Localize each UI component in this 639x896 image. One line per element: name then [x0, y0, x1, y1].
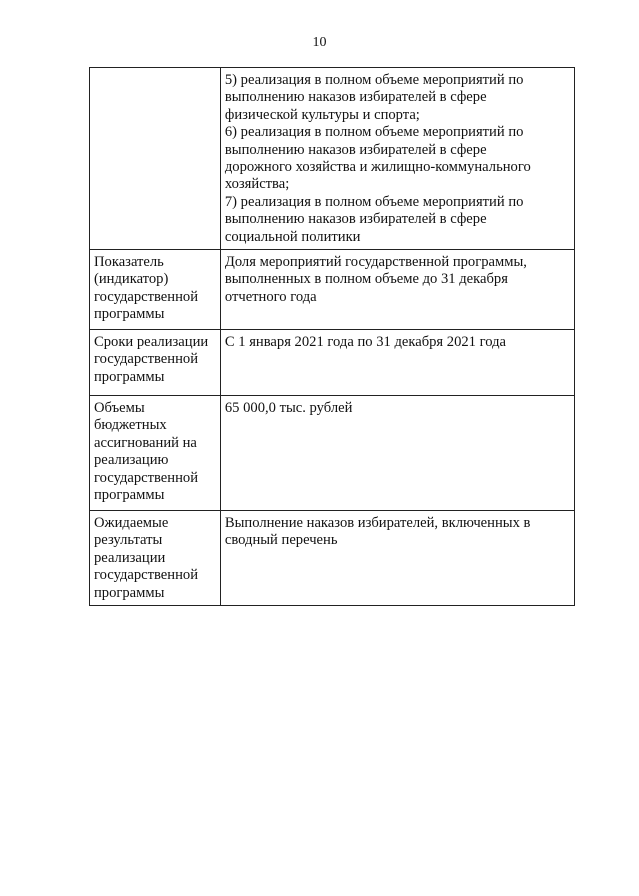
table-row	[90, 250, 575, 330]
row-label-cell	[90, 511, 221, 606]
row-value-cell	[220, 68, 574, 250]
value-line: сводный перечень	[224, 532, 338, 549]
row-label-cell	[90, 396, 221, 511]
row-value-cell	[220, 396, 574, 511]
value-line: выполнению наказов избирателей в сфере	[224, 141, 487, 158]
value-line: 5) реализация в полном объеме мероприятий по	[224, 72, 524, 88]
label-line: результаты	[94, 532, 163, 549]
value-line: 65 000,0 тыс. рублей	[224, 400, 353, 417]
value-line: социальной политики	[224, 228, 361, 245]
table-row	[90, 511, 575, 606]
value-line: Доля мероприятий государственной программы,	[224, 254, 527, 271]
label-line: ассигнований на	[94, 434, 197, 451]
label-line: (индикатор)	[94, 271, 169, 288]
page-number: 10	[312, 35, 327, 50]
value-line: физической культуры и спорта;	[224, 106, 420, 123]
table-row	[90, 396, 575, 511]
table-row	[90, 68, 575, 250]
label-line: бюджетных	[94, 417, 167, 434]
label-line: программы	[94, 487, 165, 504]
label-line: Показатель	[94, 254, 164, 271]
label-line: реализацию	[94, 452, 169, 469]
label-line: реализации	[94, 549, 166, 566]
value-line: выполнению наказов избирателей в сфере	[224, 211, 487, 228]
value-line: дорожного хозяйства и жилищно-коммунального	[224, 159, 531, 176]
label-line: государственной	[94, 351, 199, 368]
program-passport-table	[89, 67, 575, 606]
label-line: государственной	[94, 469, 199, 486]
label-line: программы	[94, 584, 165, 601]
value-line: Выполнение наказов избирателей, включенных в	[224, 515, 531, 532]
label-line: Объемы	[94, 400, 145, 417]
value-line: хозяйства;	[224, 176, 290, 193]
row-value-cell	[220, 511, 574, 606]
value-line: 7) реализация в полном объеме мероприятий по	[224, 193, 524, 210]
row-label-cell	[90, 330, 221, 396]
table-row	[90, 330, 575, 396]
row-label-cell	[90, 250, 221, 330]
value-line: 6) реализация в полном объеме мероприятий по	[224, 124, 524, 141]
label-line: Ожидаемые	[94, 515, 169, 532]
label-line: государственной	[94, 567, 199, 584]
label-line: Сроки реализации	[94, 334, 209, 351]
row-value-cell	[220, 250, 574, 330]
value-line: С 1 января 2021 года по 31 декабря 2021 года	[224, 334, 507, 351]
label-line: программы	[94, 306, 165, 323]
value-line: отчетного года	[224, 288, 317, 305]
row-value-cell	[220, 330, 574, 396]
label-line: государственной	[94, 288, 199, 305]
label-line: программы	[94, 368, 165, 385]
value-line: выполнению наказов избирателей в сфере	[224, 89, 487, 106]
row-label-cell	[90, 68, 221, 250]
value-line: выполненных в полном объеме до 31 декабря	[224, 271, 508, 288]
